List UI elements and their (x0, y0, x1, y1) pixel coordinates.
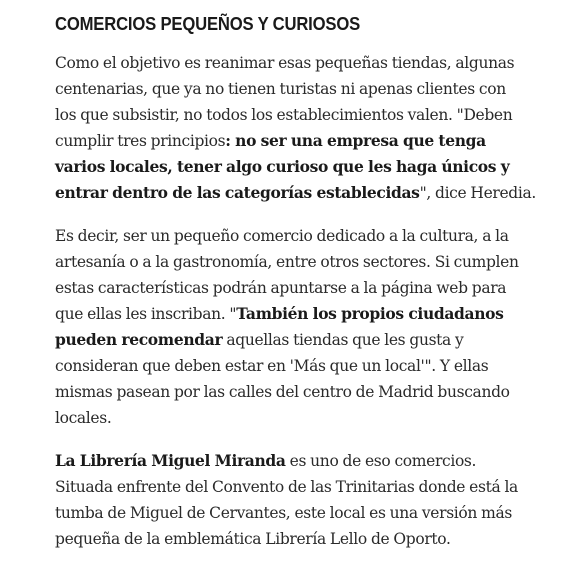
paragraph-principles (55, 50, 565, 206)
section-heading: COMERCIOS PEQUEÑOS Y CURIOSOS (55, 13, 361, 34)
bold-quote: pueden recomendar (55, 330, 223, 349)
text-line: estas características podrán apuntarse a la página web para (55, 279, 507, 297)
text-line (55, 128, 565, 154)
text-line: Como el objetivo es reanimar esas pequeñas tiendas, algunas (55, 54, 515, 72)
text-line: Situada enfrente del Convento de las Trinitarias donde está la (55, 478, 518, 496)
bold-quote: : no ser una empresa que tenga (225, 131, 486, 150)
text-segment: es uno de eso comercios. (285, 452, 477, 470)
text-line: tumba de Miguel de Cervantes, este local es una versión más (55, 504, 512, 522)
text-line (55, 448, 565, 474)
text-line (55, 180, 565, 206)
text-line: los que subsistir, no todos los establecimientos valen. "Deben (55, 106, 513, 124)
article-body (55, 12, 565, 569)
paragraph-requirements (55, 223, 565, 431)
text-line (55, 301, 565, 327)
text-segment: cumplir tres principios (55, 132, 226, 150)
text-line: locales. (55, 409, 112, 427)
bold-quote: También los propios ciudadanos (236, 304, 504, 323)
bold-quote: entrar dentro de las categorías establecidas (55, 183, 420, 202)
bold-quote: varios locales, tener algo curioso que les haga únicos y (55, 157, 510, 176)
text-segment: aquellas tiendas que les gusta y (222, 331, 464, 349)
text-line (55, 327, 565, 353)
bookstore-name: La Librería Miguel Miranda (55, 451, 286, 470)
text-segment: ", dice Heredia. (419, 184, 536, 202)
paragraph-bookstore (55, 448, 565, 552)
text-line: pequeña de la emblemática Librería Lello de Oporto. (55, 530, 451, 548)
text-segment: que ellas les inscriban. " (55, 305, 237, 323)
text-line: Es decir, ser un pequeño comercio dedicado a la cultura, a la (55, 227, 509, 245)
text-line: consideran que deben estar en 'Más que un local'". Y ellas (55, 357, 489, 375)
text-line: centenarias, que ya no tienen turistas ni apenas clientes con (55, 80, 506, 98)
text-line (55, 154, 565, 180)
text-line: mismas pasean por las calles del centro de Madrid buscando (55, 383, 510, 401)
text-line: artesanía o a la gastronomía, entre otros sectores. Si cumplen (55, 253, 519, 271)
